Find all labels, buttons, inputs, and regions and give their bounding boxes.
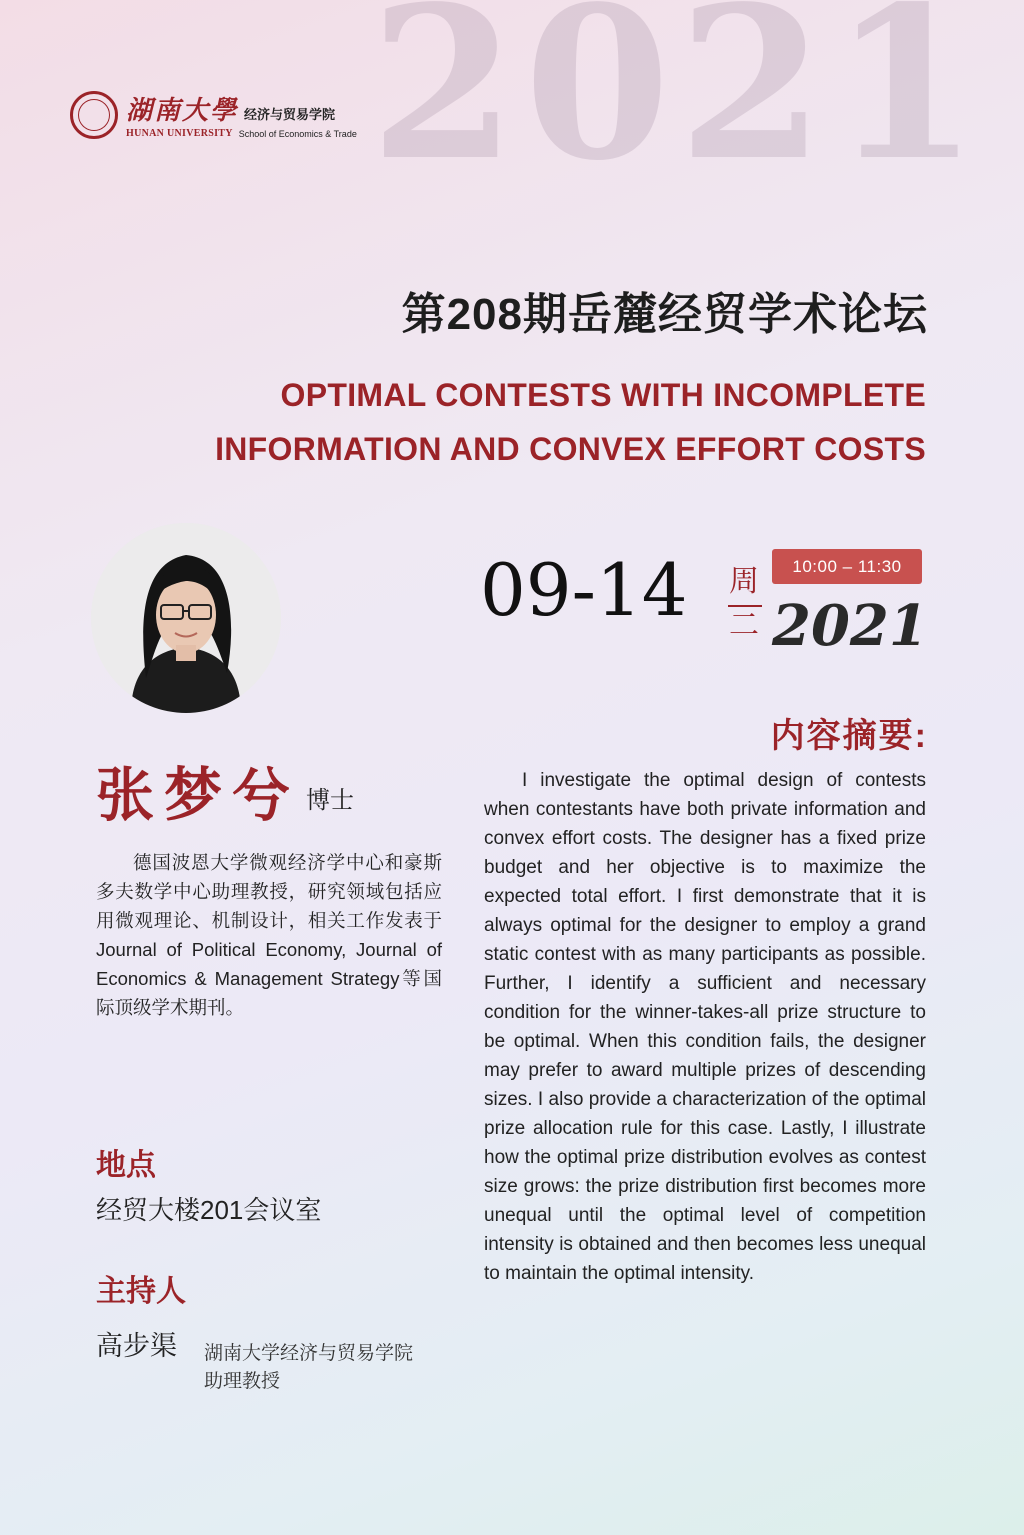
host-name: 高步渠 xyxy=(96,1331,177,1361)
speaker-name: 张梦兮 xyxy=(96,763,301,828)
weekday-char: 二 xyxy=(729,609,759,642)
host-affiliation-line: 助理教授 xyxy=(204,1371,281,1392)
speaker-title: 博士 xyxy=(306,787,354,814)
university-seal-icon xyxy=(70,91,118,139)
talk-title-line: OPTIMAL CONTESTS WITH INCOMPLETE xyxy=(280,377,926,413)
weekday-char: 周 xyxy=(729,565,759,598)
university-name-cn: 湖南大學 xyxy=(126,96,239,126)
host-affiliation xyxy=(204,1340,413,1396)
location-heading: 地点 xyxy=(96,1149,156,1182)
event-date: 09-14 xyxy=(480,548,688,632)
time-badge: 10:00 – 11:30 xyxy=(772,549,922,584)
university-logo xyxy=(70,90,357,139)
background-year-watermark: 2021 xyxy=(370,0,987,207)
host-heading: 主持人 xyxy=(96,1275,186,1308)
forum-title: 第208期岳麓经贸学术论坛 xyxy=(401,290,928,339)
talk-title-line: INFORMATION AND CONVEX EFFORT COSTS xyxy=(215,431,926,467)
weekday-divider xyxy=(728,605,762,607)
abstract-text: I investigate the optimal design of contests when contestants have both private information and convex effort costs. The designer has a fixed prize budget and her objective is to maximize the expected total effort. I first demonstrate that it is always optimal for the designer to employ a grand static contest with as many participants as possible. Further, I identify a sufficient and necessary condition for the winner-takes-all prize structure to be optimal. When this condition fails, the designer may prefer to award multiple prizes of descending sizes. I also provide a characterization of the optimal prize allocation rule for this case. Lastly, I illustrate how the optimal prize distribution evolves as contest size grows: the prize distribution first becomes more unequal until the optimal level of competition intensity is obtained and then becomes less unequal to maintain the optimal intensity. xyxy=(484,770,926,1284)
school-name-en: School of Economics & Trade xyxy=(238,128,357,139)
speaker-photo xyxy=(91,523,281,713)
event-year: 2021 xyxy=(772,593,928,659)
school-name-cn: 经济与贸易学院 xyxy=(244,107,336,122)
host-affiliation-line: 湖南大学经济与贸易学院 xyxy=(204,1343,414,1364)
speaker-bio: 德国波恩大学微观经济学中心和豪斯多夫数学中心助理教授，研究领域包括应用微观理论、机制设计，相关工作发表于Journal of Political Economy, Journal of Economics & Management Strategy等国际顶级学术期刊。 xyxy=(96,852,442,1018)
university-name-en: HUNAN UNIVERSITY xyxy=(126,128,233,139)
event-weekday xyxy=(726,560,762,648)
talk-title xyxy=(106,368,926,476)
location-value: 经贸大楼201会议室 xyxy=(96,1195,322,1225)
abstract-heading: 内容摘要: xyxy=(770,717,928,755)
